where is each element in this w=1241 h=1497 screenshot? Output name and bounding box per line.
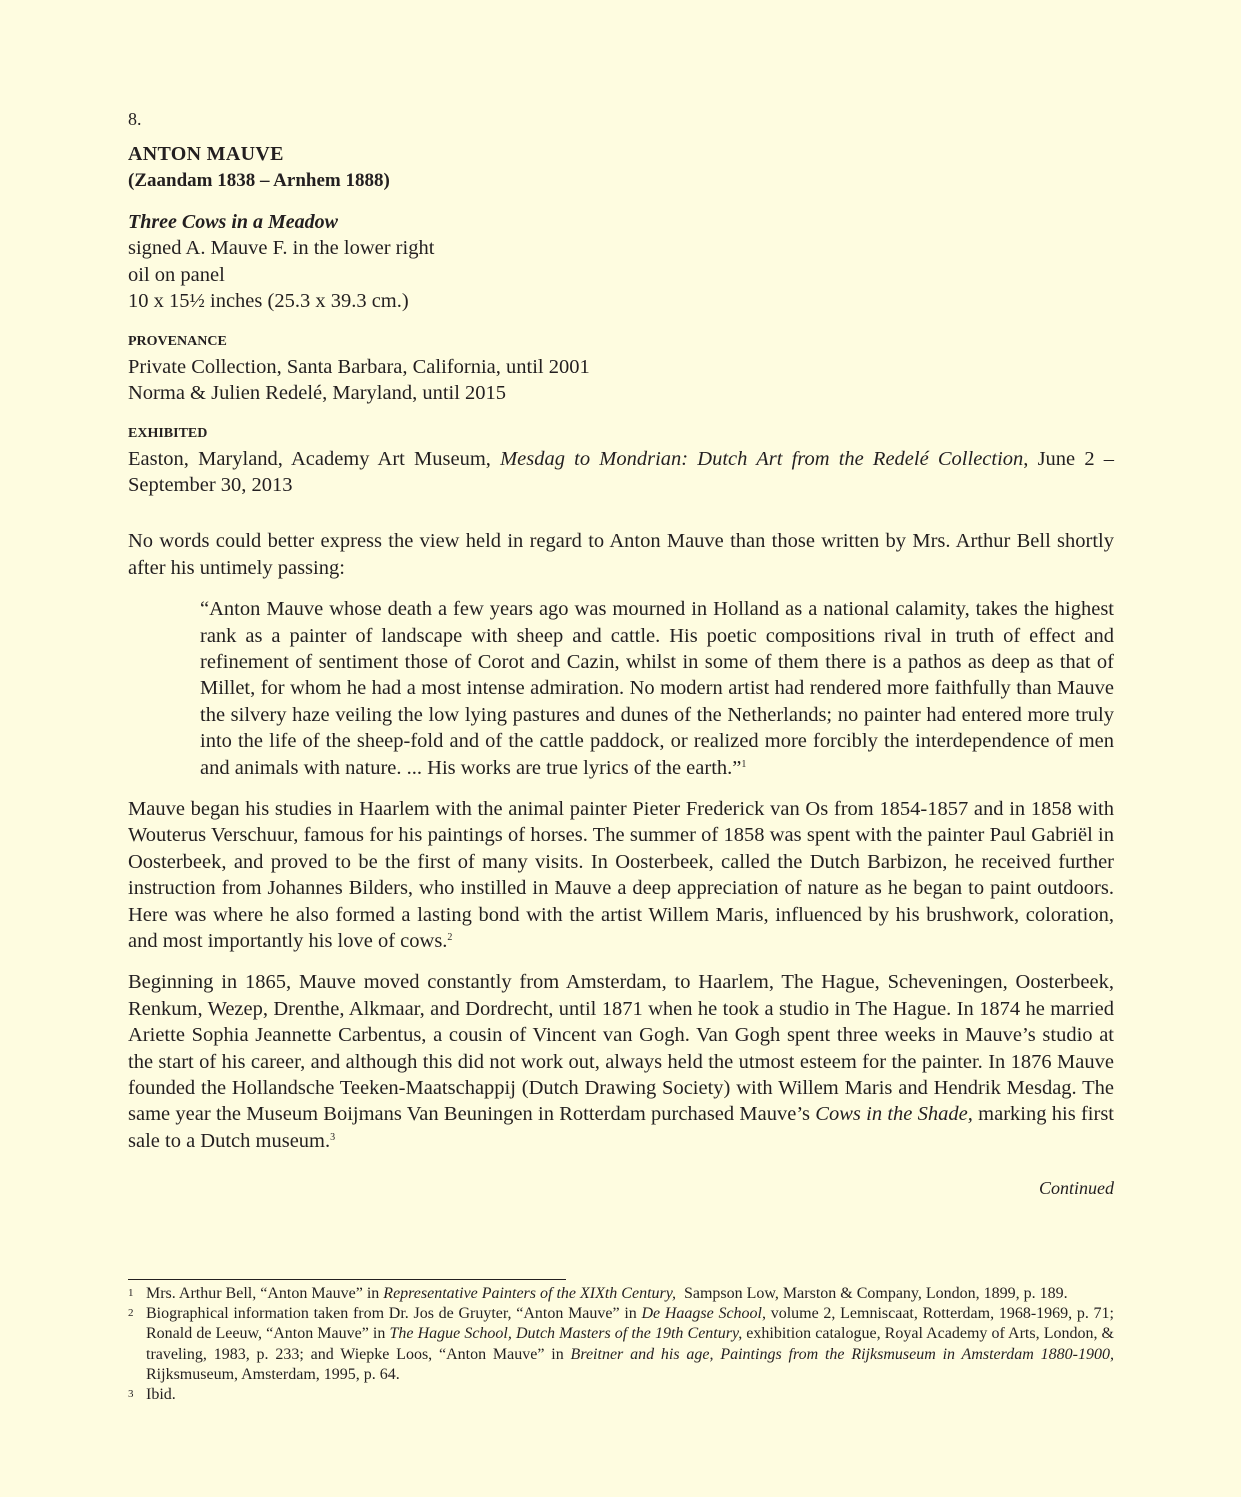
footnote-number: 1 bbox=[128, 1287, 134, 1299]
exhibition-entry bbox=[128, 446, 1114, 499]
footnote-source-title: De Haagse School bbox=[641, 1305, 762, 1323]
footnote bbox=[128, 1284, 1114, 1304]
footnotes bbox=[128, 1284, 1114, 1405]
footnote bbox=[128, 1304, 1114, 1385]
continued-label: Continued bbox=[1039, 1178, 1114, 1199]
footnote-ref: 2 bbox=[447, 932, 453, 943]
footnote-number: 3 bbox=[128, 1388, 134, 1401]
provenance-label: PROVENANCE bbox=[128, 333, 227, 349]
provenance-entry: Norma & Julien Redelé, Maryland, until 2015 bbox=[128, 382, 507, 404]
bell-quote bbox=[200, 596, 1114, 781]
artist-name: ANTON MAUVE bbox=[128, 143, 284, 165]
footnote-text: Mrs. Arthur Bell, “Anton Mauve” in bbox=[146, 1285, 384, 1302]
exhibition-title: Mesdag to Mondrian: Dutch Art from the Redelé Collection bbox=[500, 447, 1024, 470]
paragraph-text: Beginning in 1865, Mauve moved constantly from Amsterdam, to Haarlem, The Hague, Scheveningen, Oosterbeek, Renkum, Wezep, Drenthe, Alkmaar, and Dordrecht, until 1871 when he took a studio in The Hague. In 1874 he married Ariette Sophia Jeannette Carbentus, a cousin of Vincent van Gogh. Van Gogh spent three weeks in Mauve’s studio at the start of his career, and although this did not work out, always held the utmost esteem for the painter. In 1876 Mauve founded the Hollandsche Teeken-Maatschappij (Dutch Drawing Society) with Willem Maris and Hendrik Mesdag. The same year the Museum Boijmans Van Beuningen in Rotterdam purchased Mauve’s bbox=[128, 971, 1114, 1126]
footnote-source-title: Representative Painters of the XIXth Century, bbox=[383, 1285, 676, 1302]
exhibition-venue: Easton, Maryland, Academy Art Museum, bbox=[128, 447, 501, 470]
painting-title: Cows in the Shade, bbox=[815, 1103, 973, 1126]
exhibited-label: EXHIBITED bbox=[128, 425, 208, 441]
quote-text: “Anton Mauve whose death a few years ago was mourned in Holland as a national calamity, takes the highest rank as a painter of landscape with sheep and cattle. His poetic compositions rival in truth of effect and refinement of sentiment those of Corot and Cazin, whilst in some of them there is a pathos as deep as that of Millet, for whom he had a most intense admiration. No modern artist had rendered more faithfully than Mauve the silvery haze veiling the low lying pastures and dunes of the Netherlands; no painter had entered more truly into the life of the sheep-fold and of the cattle paddock, or realized more forcibly the interdependence of men and animals with nature. ... His works are true lyrics of the earth.” bbox=[200, 598, 1114, 779]
artist-dates: (Zaandam 1838 – Arnhem 1888) bbox=[128, 170, 390, 191]
footnote-ref: 1 bbox=[741, 758, 747, 770]
exhibition-dates: , June 2 – September 30, 2013 bbox=[128, 447, 1115, 496]
footnote-text: Ibid. bbox=[146, 1386, 176, 1404]
artwork-title: Three Cows in a Meadow bbox=[128, 211, 339, 233]
footnote-source-title: The Hague School, Dutch Masters of the 19th Century, bbox=[389, 1325, 743, 1343]
provenance-entry: Private Collection, Santa Barbara, California, until 2001 bbox=[128, 355, 590, 378]
footnote-number: 2 bbox=[128, 1307, 134, 1320]
footnote-text: Biographical information taken from Dr. Jos de Gruyter, “Anton Mauve” in bbox=[146, 1305, 642, 1323]
footnote-text: Sampson Low, Marston & Company, London, 1899, p. 189. bbox=[675, 1285, 1068, 1302]
footnote-divider bbox=[128, 1279, 566, 1280]
footnote-text: , volume 2, Lemniscaat, Rotterdam, 1968-1969, p. 71; Ronald de Leeuw, “Anton Mauve” in bbox=[146, 1305, 1115, 1343]
footnote-text: Rijksmuseum, Amsterdam, 1995, p. 64. bbox=[146, 1365, 400, 1383]
paragraph-text: Mauve began his studies in Haarlem with the animal painter Pieter Frederick van Os from 1854-1857 and in 1858 with Wouterus Verschuur, famous for his paintings of horses. The summer of 1858 was spent with the painter Paul Gabriël in Oosterbeek, and proved to be the first of many visits. In Oosterbeek, called the Dutch Barbizon, he received further instruction from Johannes Bilders, who instilled in Mauve a deep appreciation of nature as he began to paint outdoors. Here was where he also formed a lasting bond with the artist Willem Maris, influenced by his brushwork, coloration, and most importantly his love of cows. bbox=[128, 797, 1114, 952]
artwork-signature: signed A. Mauve F. in the lower right bbox=[128, 237, 435, 259]
artwork-medium: oil on panel bbox=[128, 263, 225, 286]
footnote bbox=[128, 1385, 1114, 1405]
footnote-text: exhibition catalogue, Royal Academy of Arts, London, & traveling, 1983, p. 233; and Wiepke Loos, “Anton Mauve” in bbox=[146, 1325, 1115, 1363]
intro-paragraph: No words could better express the view held in regard to Anton Mauve than those written by Mrs. Arthur Bell shortly after his untimely passing: bbox=[128, 530, 1114, 579]
lot-number: 8. bbox=[128, 109, 142, 129]
paragraph-text: marking his first sale to a Dutch museum. bbox=[128, 1103, 1114, 1152]
entry-content bbox=[128, 106, 1114, 1200]
footnote-ref: 3 bbox=[330, 1131, 336, 1143]
artwork-dimensions: 10 x 15½ inches (25.3 x 39.3 cm.) bbox=[128, 290, 409, 312]
career-paragraph bbox=[128, 969, 1114, 1154]
footnote-source-title: Breitner and his age, Paintings from the Rijksmuseum in Amsterdam 1880-1900, bbox=[570, 1345, 1115, 1363]
studies-paragraph bbox=[128, 796, 1114, 954]
